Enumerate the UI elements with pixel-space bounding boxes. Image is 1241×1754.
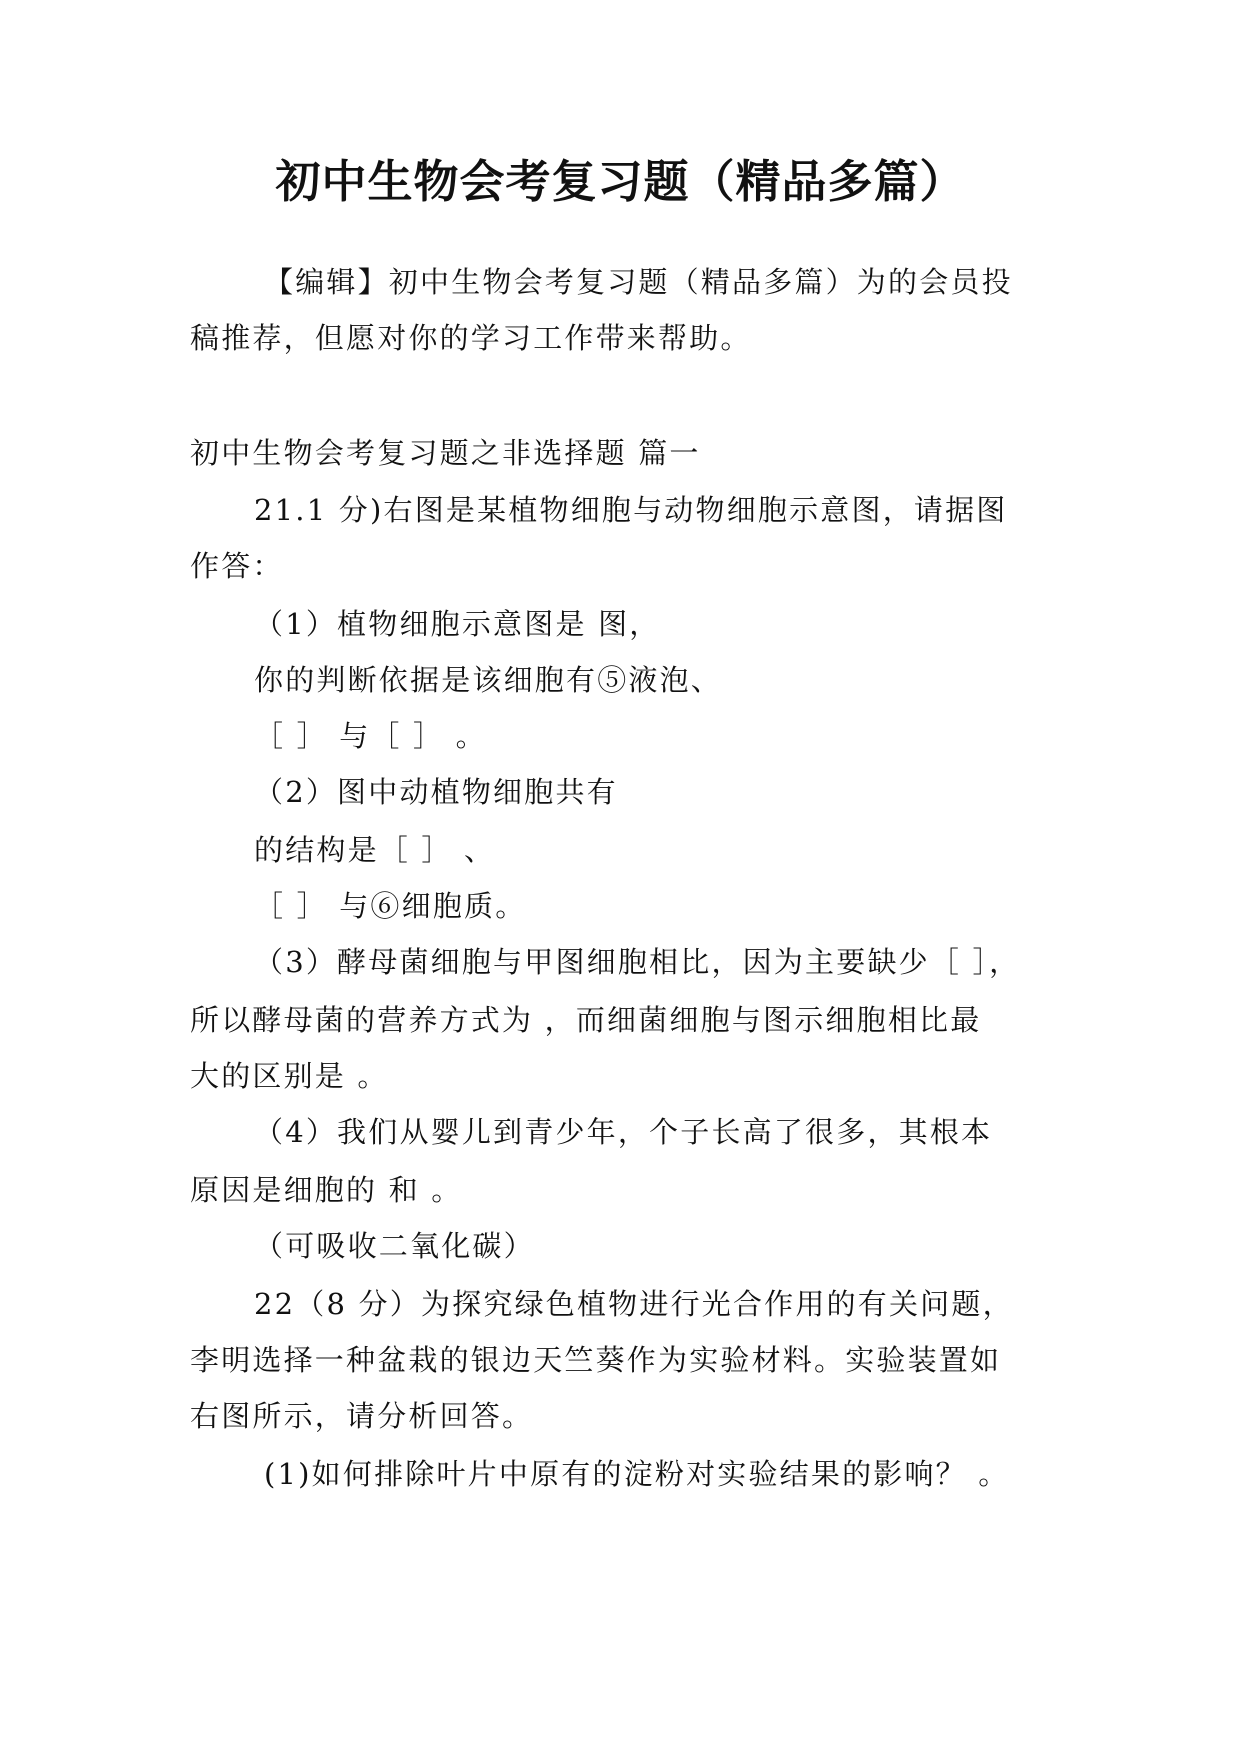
- question-line: （2）图中动植物细胞共有: [254, 775, 618, 809]
- question-line: （3）酵母菌细胞与甲图细胞相比，因为主要缺少［ ］，: [254, 945, 1021, 979]
- paragraph-line: 李明选择一种盆栽的银边天竺葵作为实验材料。实验装置如: [190, 1343, 1002, 1377]
- question-line: （4）我们从婴儿到青少年，个子长高了很多，其根本: [254, 1115, 993, 1149]
- paragraph-line: 22（8 分）为探究绿色植物进行光合作用的有关问题，: [254, 1287, 1014, 1321]
- question-line: （可吸收二氧化碳）: [254, 1229, 535, 1263]
- document-title: 初中生物会考复习题（精品多篇）: [275, 155, 966, 208]
- question-line: 所以酵母菌的营养方式为 ，而细菌细胞与图示细胞相比最: [190, 1003, 982, 1037]
- paragraph-line: 21.1 分)右图是某植物细胞与动物细胞示意图，请据图: [254, 493, 1008, 527]
- paragraph-line: 作答：: [190, 549, 284, 583]
- question-line: 原因是细胞的 和 。: [190, 1173, 463, 1207]
- question-line: 的结构是［ ］ 、: [254, 833, 496, 867]
- question-line: （1）植物细胞示意图是 图，: [254, 607, 661, 641]
- question-line: 大的区别是 。: [190, 1059, 389, 1093]
- question-line: ［ ］ 与［ ］ 。: [254, 719, 487, 753]
- section-heading: 初中生物会考复习题之非选择题 篇一: [190, 436, 701, 470]
- question-line: 你的判断依据是该细胞有⑤液泡、: [254, 663, 723, 697]
- question-line: (1)如何排除叶片中原有的淀粉对实验结果的影响？ 。: [264, 1457, 1010, 1491]
- paragraph-line: 【编辑】初中生物会考复习题（精品多篇）为的会员投: [264, 265, 1013, 299]
- paragraph-line: 右图所示，请分析回答。: [190, 1399, 534, 1433]
- question-line: ［ ］ 与⑥细胞质。: [254, 889, 527, 923]
- paragraph-line: 稿推荐，但愿对你的学习工作带来帮助。: [190, 321, 752, 355]
